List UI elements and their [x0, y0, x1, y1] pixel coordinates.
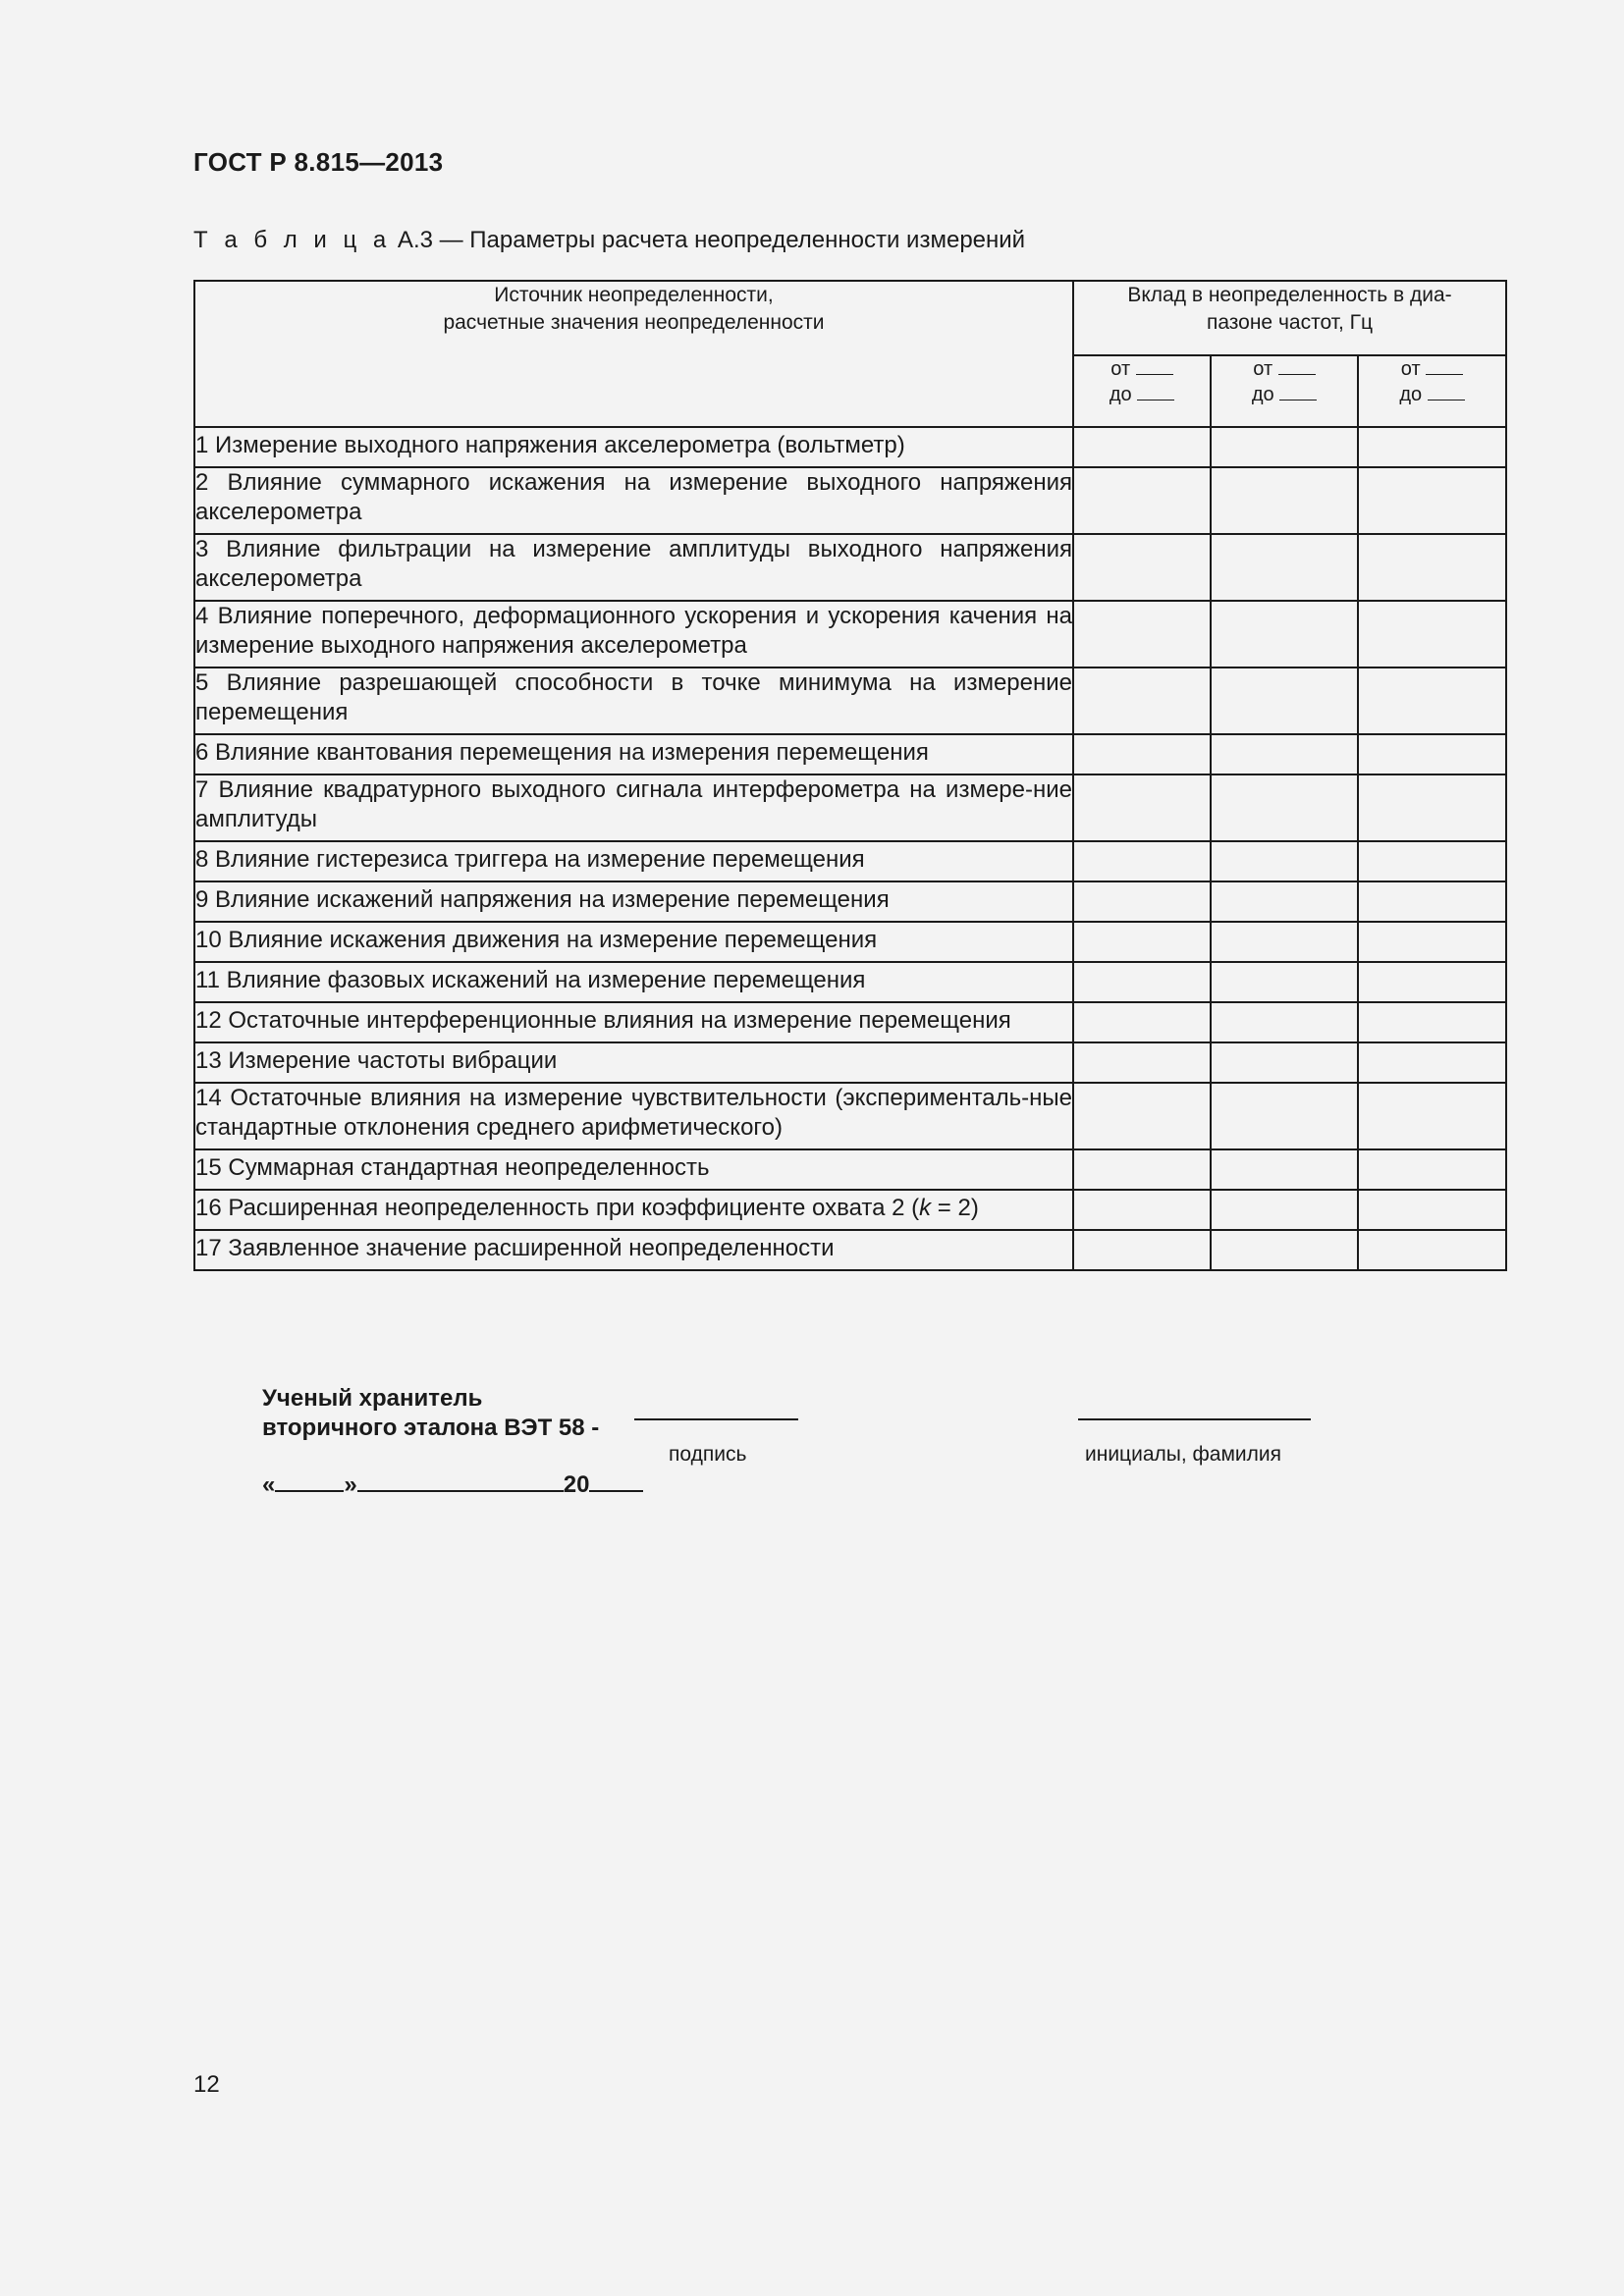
range-header-3	[1358, 355, 1506, 427]
table-cell	[1211, 841, 1358, 881]
row-source-2: 2 Влияние суммарного искажения на измерение выходного напряжения акселерометра	[194, 467, 1073, 534]
range-header-2	[1211, 355, 1358, 427]
row-source-7: 7 Влияние квадратурного выходного сигнала интерферометра на измере-ние амплитуды	[194, 774, 1073, 841]
signature-block	[262, 1384, 599, 1443]
table-cell	[1211, 534, 1358, 601]
table-cell	[1358, 774, 1506, 841]
table-cell	[1211, 1002, 1358, 1042]
range-from-label: от	[1400, 358, 1421, 381]
source-column-header	[194, 281, 1073, 427]
date-line	[262, 1468, 643, 1499]
table-cell	[1358, 1042, 1506, 1083]
signature-line[interactable]	[634, 1418, 798, 1420]
range-from-label: от	[1110, 358, 1131, 381]
table-cell	[1358, 601, 1506, 667]
contribution-header-line2: пазоне частот, Гц	[1206, 311, 1374, 334]
table-cell	[1358, 841, 1506, 881]
table-caption	[193, 227, 1025, 254]
page-number: 12	[193, 2071, 220, 2098]
uncertainty-table	[193, 280, 1507, 1271]
table-row	[194, 922, 1506, 962]
table-row	[194, 881, 1506, 922]
range-to-label: до	[1251, 384, 1274, 406]
table-row	[194, 601, 1506, 667]
table-row	[194, 667, 1506, 734]
signature-title-line1: Ученый хранитель	[262, 1385, 483, 1412]
table-row	[194, 1149, 1506, 1190]
range-to-label: до	[1109, 384, 1132, 406]
name-line[interactable]	[1078, 1418, 1311, 1420]
row-source-16	[194, 1190, 1073, 1230]
table-cell	[1073, 601, 1211, 667]
row-16-text: 16 Расширенная неопределенность при коэффициенте охвата 2 (	[195, 1195, 920, 1221]
table-cell	[1211, 667, 1358, 734]
date-open-quote: «	[262, 1471, 276, 1498]
table-row	[194, 1042, 1506, 1083]
table-cell	[1073, 1083, 1211, 1149]
table-cell	[1358, 922, 1506, 962]
table-cell	[1358, 1002, 1506, 1042]
table-cell	[1358, 734, 1506, 774]
coverage-factor-symbol: k	[919, 1195, 932, 1221]
table-row	[194, 1230, 1506, 1270]
range-header-1	[1073, 355, 1211, 427]
table-cell	[1211, 467, 1358, 534]
source-header-line1: Источник неопределенности,	[494, 284, 774, 306]
table-cell	[1358, 881, 1506, 922]
signature-title-line2: вторичного эталона ВЭТ 58 -	[262, 1415, 600, 1441]
table-cell	[1073, 922, 1211, 962]
name-label: инициалы, фамилия	[1085, 1443, 1281, 1466]
row-source-15: 15 Суммарная стандартная неопределенность	[194, 1149, 1073, 1190]
table-cell	[1073, 427, 1211, 467]
row-source-17: 17 Заявленное значение расширенной неопределенности	[194, 1230, 1073, 1270]
table-cell	[1211, 1190, 1358, 1230]
row-source-14: 14 Остаточные влияния на измерение чувствительности (эксперименталь-ные стандартные отклонения среднего арифметического)	[194, 1083, 1073, 1149]
table-row	[194, 841, 1506, 881]
table-cell	[1073, 534, 1211, 601]
row-source-5: 5 Влияние разрешающей способности в точке минимума на измерение перемещения	[194, 667, 1073, 734]
table-cell	[1211, 1083, 1358, 1149]
date-year-field[interactable]	[589, 1468, 643, 1492]
table-cell	[1073, 1190, 1211, 1230]
table-row	[194, 427, 1506, 467]
row-source-1: 1 Измерение выходного напряжения акселерометра (вольтметр)	[194, 427, 1073, 467]
table-row	[194, 534, 1506, 601]
table-cell	[1211, 1042, 1358, 1083]
signature-label: подпись	[669, 1443, 747, 1466]
table-cell	[1358, 1190, 1506, 1230]
table-cell	[1358, 1230, 1506, 1270]
table-cell	[1073, 1002, 1211, 1042]
row-source-10: 10 Влияние искажения движения на измерение перемещения	[194, 922, 1073, 962]
row-source-12: 12 Остаточные интерференционные влияния на измерение перемещения	[194, 1002, 1073, 1042]
table-cell	[1211, 601, 1358, 667]
table-cell	[1211, 1149, 1358, 1190]
row-source-3: 3 Влияние фильтрации на измерение амплитуды выходного напряжения акселерометра	[194, 534, 1073, 601]
table-row	[194, 734, 1506, 774]
table-cell	[1073, 1042, 1211, 1083]
row-16-tail: = 2)	[931, 1195, 979, 1221]
table-row	[194, 774, 1506, 841]
date-close-quote: »	[344, 1471, 357, 1498]
row-source-4: 4 Влияние поперечного, деформационного ускорения и ускорения качения на измерение выходного напряжения акселерометра	[194, 601, 1073, 667]
table-cell	[1073, 1149, 1211, 1190]
table-row	[194, 1190, 1506, 1230]
table-cell	[1358, 1083, 1506, 1149]
table-cell	[1358, 534, 1506, 601]
table-cell	[1358, 1149, 1506, 1190]
table-cell	[1073, 774, 1211, 841]
table-cell	[1358, 467, 1506, 534]
table-cell	[1073, 881, 1211, 922]
table-cell	[1211, 427, 1358, 467]
table-row	[194, 467, 1506, 534]
table-cell	[1073, 1230, 1211, 1270]
range-to-label: до	[1399, 384, 1423, 406]
date-month-field[interactable]	[357, 1468, 564, 1492]
table-cell	[1358, 667, 1506, 734]
contribution-column-header	[1073, 281, 1506, 355]
table-cell	[1073, 734, 1211, 774]
document-header: ГОСТ Р 8.815—2013	[193, 147, 444, 177]
table-cell	[1211, 881, 1358, 922]
table-cell	[1073, 841, 1211, 881]
row-source-13: 13 Измерение частоты вибрации	[194, 1042, 1073, 1083]
caption-text: А.3 — Параметры расчета неопределенности измерений	[391, 227, 1026, 253]
table-cell	[1073, 962, 1211, 1002]
table-row	[194, 1083, 1506, 1149]
table-row	[194, 962, 1506, 1002]
row-source-11: 11 Влияние фазовых искажений на измерение перемещения	[194, 962, 1073, 1002]
table-cell	[1211, 774, 1358, 841]
table-cell	[1211, 734, 1358, 774]
row-source-8: 8 Влияние гистерезиса триггера на измерение перемещения	[194, 841, 1073, 881]
range-from-label: от	[1253, 358, 1273, 381]
table-cell	[1073, 667, 1211, 734]
table-cell	[1211, 1230, 1358, 1270]
contribution-header-line1: Вклад в неопределенность в диа-	[1127, 284, 1452, 306]
date-year-prefix: 20	[563, 1471, 590, 1498]
row-source-6: 6 Влияние квантования перемещения на измерения перемещения	[194, 734, 1073, 774]
table-cell	[1073, 467, 1211, 534]
caption-label: Т а б л и ц а	[193, 227, 392, 253]
table-cell	[1211, 922, 1358, 962]
source-header-line2: расчетные значения неопределенности	[443, 311, 825, 334]
table-cell	[1358, 962, 1506, 1002]
table-row	[194, 1002, 1506, 1042]
table-cell	[1211, 962, 1358, 1002]
row-source-9: 9 Влияние искажений напряжения на измерение перемещения	[194, 881, 1073, 922]
date-day-field[interactable]	[275, 1468, 344, 1492]
table-cell	[1358, 427, 1506, 467]
